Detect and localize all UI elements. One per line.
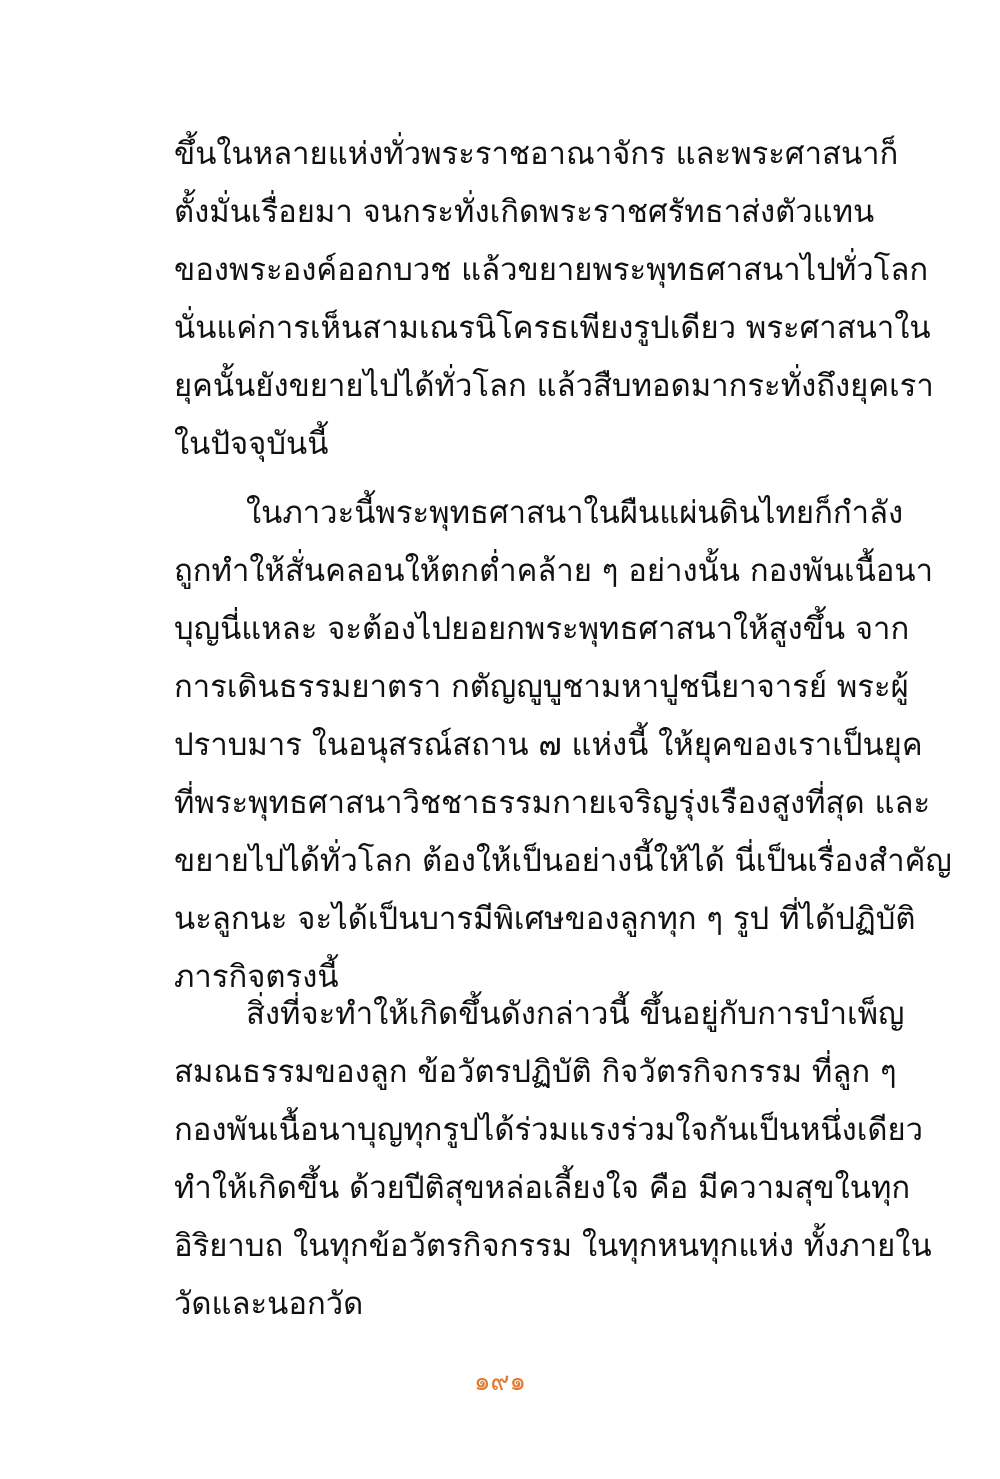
paragraph-line: ในปัจจุบันนี้ (174, 426, 329, 462)
paragraph-line: นั่นแค่การเห็นสามเณรนิโครธเพียงรูปเดียว พระศาสนาใน (174, 310, 931, 346)
paragraph-1 (174, 125, 934, 473)
paragraph-line: ยุคนั้นยังขยายไปได้ทั่วโลก แล้วสืบทอดมากระทั่งถึงยุคเรา (174, 368, 934, 404)
paragraph-line: นะลูกนะ จะได้เป็นบารมีพิเศษของลูกทุก ๆ รูป ที่ได้ปฏิบัติ (174, 901, 916, 937)
paragraph-line: วัดและนอกวัด (174, 1286, 364, 1322)
paragraph-line: ในภาวะนี้พระพุทธศาสนาในผืนแผ่นดินไทยก็กำลัง (246, 495, 904, 531)
page-number: ๑๙๑ (473, 1367, 527, 1397)
paragraph-line: ถูกทำให้สั่นคลอนให้ตกต่ำคล้าย ๆ อย่างนั้น กองพันเนื้อนา (174, 553, 934, 589)
paragraph-line: อิริยาบถ ในทุกข้อวัตรกิจกรรม ในทุกหนทุกแห่ง ทั้งภายใน (174, 1228, 932, 1264)
paragraph-line: ขึ้นในหลายแห่งทั่วพระราชอาณาจักร และพระศาสนาก็ (174, 136, 899, 172)
paragraph-line: ภารกิจตรงนี้ (174, 959, 339, 995)
paragraph-line: ทำให้เกิดขึ้น ด้วยปีติสุขหล่อเลี้ยงใจ คือ มีความสุขในทุก (174, 1170, 911, 1206)
paragraph-line: สิ่งที่จะทำให้เกิดขึ้นดังกล่าวนี้ ขึ้นอยู่กับการบำเพ็ญ (246, 996, 905, 1032)
paragraph-2 (174, 484, 952, 1006)
paragraph-line: ตั้งมั่นเรื่อยมา จนกระทั่งเกิดพระราชศรัทธาส่งตัวแทน (174, 194, 875, 230)
paragraph-line: ขยายไปได้ทั่วโลก ต้องให้เป็นอย่างนี้ให้ได้ นี่เป็นเรื่องสำคัญ (174, 843, 952, 879)
paragraph-line: บุญนี่แหละ จะต้องไปยอยกพระพุทธศาสนาให้สูงขึ้น จาก (174, 611, 910, 647)
paragraph-line: ปราบมาร ในอนุสรณ์สถาน ๗ แห่งนี้ ให้ยุคของเราเป็นยุค (174, 727, 923, 763)
paragraph-line: ที่พระพุทธศาสนาวิชชาธรรมกายเจริญรุ่งเรืองสูงที่สุด และ (174, 785, 931, 821)
paragraph-line: กองพันเนื้อนาบุญทุกรูปได้ร่วมแรงร่วมใจกันเป็นหนึ่งเดียว (174, 1112, 924, 1148)
paragraph-line: ของพระองค์ออกบวช แล้วขยายพระพุทธศาสนาไปทั่วโลก (174, 252, 929, 288)
paragraph-3 (174, 985, 932, 1333)
paragraph-line: สมณธรรมของลูก ข้อวัตรปฏิบัติ กิจวัตรกิจกรรม ที่ลูก ๆ (174, 1054, 897, 1090)
paragraph-line: การเดินธรรมยาตรา กตัญญูบูชามหาปูชนียาจารย์ พระผู้ (174, 669, 909, 705)
